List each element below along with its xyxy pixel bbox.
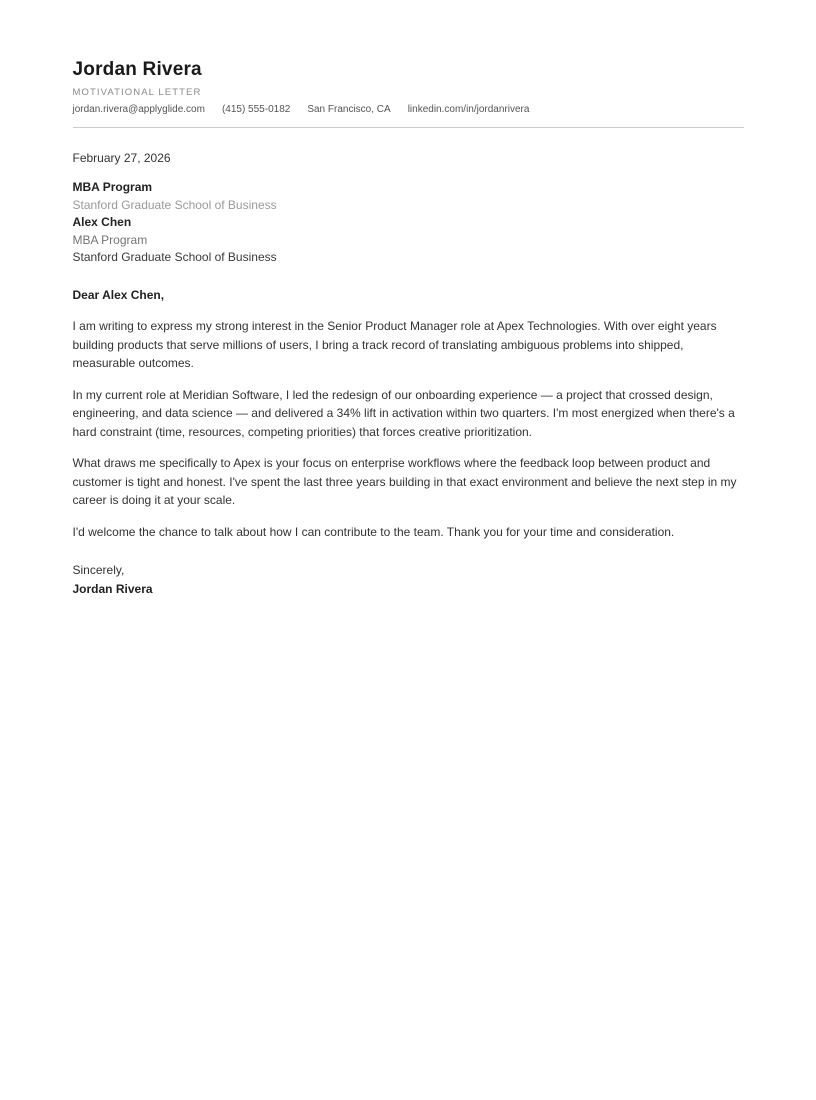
applicant-name: Jordan Rivera bbox=[72, 59, 202, 80]
letter-date: February 27, 2026 bbox=[72, 151, 171, 165]
contact-row bbox=[73, 104, 744, 115]
salutation: Dear Alex Chen, bbox=[72, 287, 165, 302]
body-paragraph-4: I'd welcome the chance to talk about how I can contribute to the team. Thank you for your time and consideration. bbox=[72, 524, 675, 539]
letter-content bbox=[73, 0, 744, 598]
contact-linkedin: linkedin.com/in/jordanrivera bbox=[407, 104, 530, 115]
recipient-program: MBA Program bbox=[72, 180, 153, 194]
body-paragraph-2: In my current role at Meridian Software, I led the redesign of our onboarding experience — a project that crossed design, engineering, and data science — and delivered a 34% lift in activation within two quarters. I'm most energized when there's a hard constraint (time, resources, competing priorities) that forces creative prioritization. bbox=[72, 387, 735, 439]
recipient-school: Stanford Graduate School of Business bbox=[72, 197, 277, 212]
recipient-organization: Stanford Graduate School of Business bbox=[72, 250, 277, 264]
recipient-person-name: Alex Chen bbox=[72, 215, 132, 229]
letter-body bbox=[73, 151, 744, 598]
signature-name: Jordan Rivera bbox=[72, 581, 153, 596]
contact-location: San Francisco, CA bbox=[307, 104, 391, 115]
recipient-person-title: MBA Program bbox=[72, 232, 148, 247]
document-type-label: MOTIVATIONAL LETTER bbox=[72, 87, 202, 98]
closing-word: Sincerely, bbox=[72, 563, 125, 577]
contact-phone: (415) 555-0182 bbox=[221, 104, 291, 115]
recipient-block bbox=[73, 179, 744, 267]
header-divider bbox=[73, 127, 744, 128]
contact-email: jordan.rivera@applyglide.com bbox=[72, 104, 205, 115]
body-paragraph-1: I am writing to express my strong interest in the Senior Product Manager role at Apex Technologies. With over eight years building products that serve millions of users, I bring a track record of translating ambiguous problems into shipped, measurable outcomes. bbox=[72, 319, 717, 370]
letter-header bbox=[73, 58, 744, 128]
closing-block bbox=[73, 561, 744, 598]
body-paragraph-3: What draws me specifically to Apex is your focus on enterprise workflows where the feedback loop between product and customer is tight and honest. I've spent the last three years building in that exact environment and believe the next step in my career is doing it at your scale. bbox=[72, 456, 737, 507]
